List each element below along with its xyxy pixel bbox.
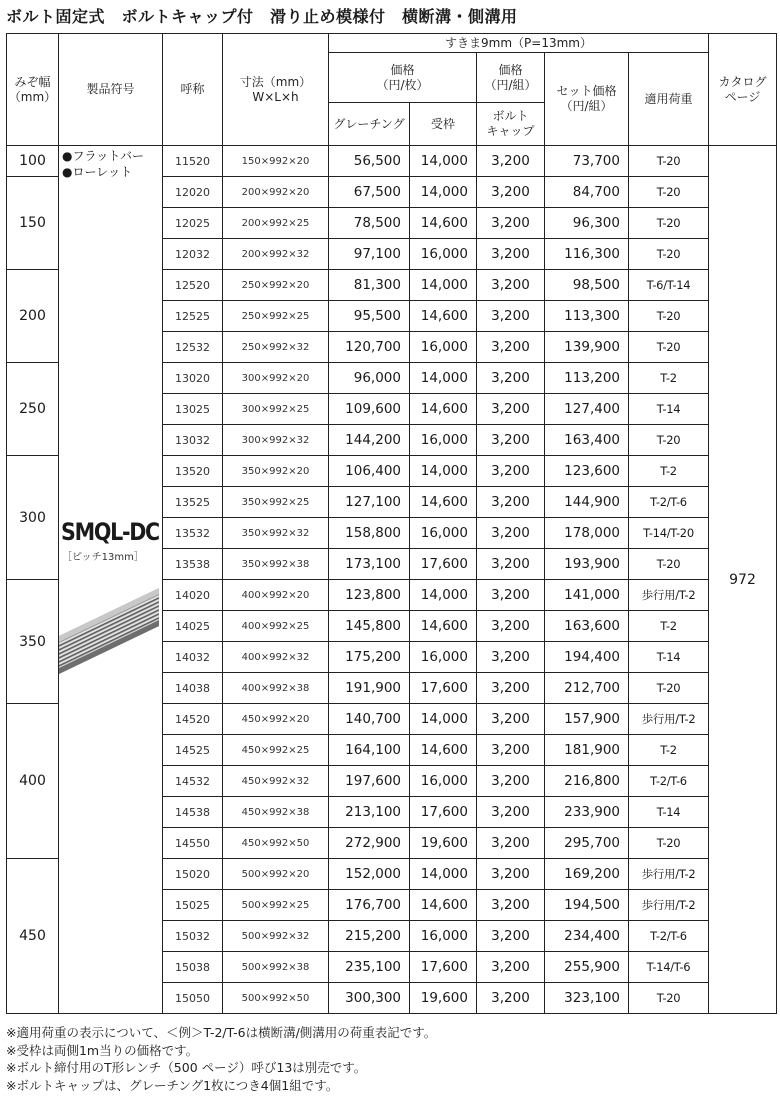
frame-price-cell: 14,000 [410,859,477,890]
product-code-cell: 13525 [163,487,223,518]
frame-price-cell: 14,600 [410,394,477,425]
frame-price-cell: 16,000 [410,921,477,952]
product-code-cell: 15050 [163,983,223,1014]
grating-price-cell: 175,200 [329,642,410,673]
set-price-cell: 194,500 [545,890,629,921]
bolt-cap-price-cell: 3,200 [477,673,545,704]
bolt-cap-price-cell: 3,200 [477,828,545,859]
bolt-cap-price-cell: 3,200 [477,549,545,580]
grating-price-cell: 164,100 [329,735,410,766]
set-price-cell: 295,700 [545,828,629,859]
load-cell: T-20 [629,208,709,239]
dimension-cell: 400×992×20 [223,580,329,611]
load-cell: T-6/T-14 [629,270,709,301]
dimension-cell: 450×992×20 [223,704,329,735]
header-set-price: セット価格 （円/組） [545,53,629,146]
grating-price-cell: 109,600 [329,394,410,425]
grating-price-cell: 272,900 [329,828,410,859]
bolt-cap-price-cell: 3,200 [477,704,545,735]
load-cell: T-20 [629,549,709,580]
set-price-cell: 233,900 [545,797,629,828]
dimension-cell: 350×992×38 [223,549,329,580]
set-price-cell: 116,300 [545,239,629,270]
set-price-cell: 178,000 [545,518,629,549]
load-cell: T-20 [629,332,709,363]
load-cell: T-2/T-6 [629,487,709,518]
grating-price-cell: 191,900 [329,673,410,704]
frame-price-cell: 14,000 [410,456,477,487]
bolt-cap-price-cell: 3,200 [477,177,545,208]
load-cell: T-20 [629,983,709,1014]
product-code-cell: 15020 [163,859,223,890]
header-width: みぞ幅 （mm） [7,34,59,146]
bolt-cap-price-cell: 3,200 [477,301,545,332]
feature-flat-bar: ●フラットバー [62,149,144,163]
load-cell: T-2 [629,363,709,394]
grating-price-cell: 144,200 [329,425,410,456]
product-code-cell: 13538 [163,549,223,580]
table-header [7,34,777,146]
grating-price-cell: 215,200 [329,921,410,952]
grating-image [59,586,159,676]
product-code-cell: 13520 [163,456,223,487]
bolt-cap-price-cell: 3,200 [477,239,545,270]
bolt-cap-price-cell: 3,200 [477,518,545,549]
product-code-cell: 14020 [163,580,223,611]
bolt-cap-price-cell: 3,200 [477,735,545,766]
grating-price-cell: 106,400 [329,456,410,487]
dimension-cell: 500×992×38 [223,952,329,983]
product-code-cell: 15025 [163,890,223,921]
frame-price-cell: 14,600 [410,487,477,518]
header-gap: すきま9mm（P=13mm） [329,34,709,53]
bolt-cap-price-cell: 3,200 [477,425,545,456]
frame-price-cell: 19,600 [410,828,477,859]
product-code-cell: 15032 [163,921,223,952]
load-cell: T-14/T-6 [629,952,709,983]
set-price-cell: 323,100 [545,983,629,1014]
set-price-cell: 141,000 [545,580,629,611]
product-code-cell: 14525 [163,735,223,766]
width-cell: 300 [7,456,59,580]
width-cell: 450 [7,859,59,1014]
catalog-page-cell: 972 [709,146,777,1014]
frame-price-cell: 16,000 [410,518,477,549]
grating-price-cell: 152,000 [329,859,410,890]
load-cell: T-20 [629,146,709,177]
header-catalog: カタログ ページ [709,34,777,146]
set-price-cell: 123,600 [545,456,629,487]
frame-price-cell: 14,000 [410,146,477,177]
dimension-cell: 450×992×38 [223,797,329,828]
load-cell: T-2 [629,456,709,487]
product-code-cell: 15038 [163,952,223,983]
product-code-cell: 12020 [163,177,223,208]
load-cell: 歩行用/T-2 [629,859,709,890]
bolt-cap-price-cell: 3,200 [477,270,545,301]
grating-price-cell: 96,000 [329,363,410,394]
header-product-code: 製品符号 [59,34,163,146]
bolt-cap-price-cell: 3,200 [477,611,545,642]
load-cell: T-14 [629,394,709,425]
frame-price-cell: 17,600 [410,673,477,704]
bolt-cap-price-cell: 3,200 [477,921,545,952]
width-cell: 100 [7,146,59,177]
frame-price-cell: 17,600 [410,797,477,828]
dimension-cell: 350×992×32 [223,518,329,549]
footnote: ※ボルト締付用のT形レンチ（500 ページ）呼び13は別売です。 [6,1060,367,1075]
load-cell: T-2/T-6 [629,766,709,797]
dimension-cell: 400×992×25 [223,611,329,642]
dimension-cell: 200×992×32 [223,239,329,270]
set-price-cell: 113,200 [545,363,629,394]
feature-knurled: ●ローレット [62,165,133,179]
grating-price-cell: 300,300 [329,983,410,1014]
product-code-cell: 14550 [163,828,223,859]
header-bolt-cap: ボルト キャップ [477,103,545,146]
header-price-set-unit: 価格 （円/組） [477,53,545,103]
width-cell: 350 [7,580,59,704]
width-cell: 150 [7,177,59,270]
bolt-cap-price-cell: 3,200 [477,363,545,394]
product-features [62,148,144,180]
bolt-cap-price-cell: 3,200 [477,487,545,518]
table-body [7,146,777,1014]
header-load: 適用荷重 [629,53,709,146]
bolt-cap-price-cell: 3,200 [477,332,545,363]
product-code-cell: 14032 [163,642,223,673]
width-cell: 400 [7,704,59,859]
header-frame: 受枠 [410,103,477,146]
set-price-cell: 84,700 [545,177,629,208]
dimension-cell: 150×992×20 [223,146,329,177]
header-name: 呼称 [163,34,223,146]
set-price-cell: 73,700 [545,146,629,177]
frame-price-cell: 14,000 [410,270,477,301]
load-cell: 歩行用/T-2 [629,580,709,611]
header-grating: グレーチング [329,103,410,146]
set-price-cell: 144,900 [545,487,629,518]
grating-price-cell: 123,800 [329,580,410,611]
grating-price-cell: 78,500 [329,208,410,239]
dimension-cell: 450×992×25 [223,735,329,766]
dimension-cell: 300×992×20 [223,363,329,394]
frame-price-cell: 14,600 [410,611,477,642]
load-cell: T-2 [629,735,709,766]
table-row [7,146,777,177]
dimension-cell: 350×992×20 [223,456,329,487]
load-cell: T-20 [629,425,709,456]
bolt-cap-price-cell: 3,200 [477,146,545,177]
set-price-cell: 255,900 [545,952,629,983]
product-code-cell: 14025 [163,611,223,642]
set-price-cell: 113,300 [545,301,629,332]
bolt-cap-price-cell: 3,200 [477,208,545,239]
bolt-cap-price-cell: 3,200 [477,952,545,983]
grating-price-cell: 197,600 [329,766,410,797]
bolt-cap-price-cell: 3,200 [477,890,545,921]
header-dimension: 寸法（mm） W×L×h [223,34,329,146]
product-code-cell: 14038 [163,673,223,704]
set-price-cell: 157,900 [545,704,629,735]
load-cell: T-20 [629,673,709,704]
frame-price-cell: 16,000 [410,425,477,456]
frame-price-cell: 16,000 [410,239,477,270]
dimension-cell: 500×992×50 [223,983,329,1014]
set-price-cell: 193,900 [545,549,629,580]
product-cell [59,146,163,1014]
dimension-cell: 500×992×32 [223,921,329,952]
load-cell: T-20 [629,239,709,270]
dimension-cell: 400×992×38 [223,673,329,704]
product-code-cell: 12032 [163,239,223,270]
footnote: ※受枠は両側1m当りの価格です。 [6,1042,199,1058]
grating-price-cell: 95,500 [329,301,410,332]
product-code-cell: 12025 [163,208,223,239]
width-cell: 200 [7,270,59,363]
product-code-cell: 14532 [163,766,223,797]
frame-price-cell: 16,000 [410,766,477,797]
footnote: ※ボルトキャップは、グレーチング1枚につき4個1組です。 [6,1077,339,1093]
set-price-cell: 216,800 [545,766,629,797]
grating-price-cell: 173,100 [329,549,410,580]
frame-price-cell: 16,000 [410,642,477,673]
load-cell: 歩行用/T-2 [629,704,709,735]
set-price-cell: 96,300 [545,208,629,239]
page-title: ボルト固定式 ボルトキャップ付 滑り止め模様付 横断溝・側溝用 [6,7,518,26]
product-code-cell: 12525 [163,301,223,332]
set-price-cell: 163,400 [545,425,629,456]
bolt-cap-price-cell: 3,200 [477,859,545,890]
set-price-cell: 194,400 [545,642,629,673]
load-cell: T-14 [629,797,709,828]
grating-price-cell: 56,500 [329,146,410,177]
price-table [6,33,777,1014]
pitch-label: ［ピッチ13mm］ [62,552,144,563]
frame-price-cell: 17,600 [410,549,477,580]
load-cell: T-20 [629,177,709,208]
set-price-cell: 169,200 [545,859,629,890]
product-code-cell: 11520 [163,146,223,177]
load-cell: T-2/T-6 [629,921,709,952]
footnotes [6,1024,436,1094]
bolt-cap-price-cell: 3,200 [477,797,545,828]
product-code-cell: 13532 [163,518,223,549]
bolt-cap-price-cell: 3,200 [477,766,545,797]
bolt-cap-price-cell: 3,200 [477,580,545,611]
product-code-cell: 14520 [163,704,223,735]
model-name: SMQL-DC [61,518,159,546]
footnote: ※適用荷重の表示について、＜例＞T-2/T-6は横断溝/側溝用の荷重表記です。 [6,1025,437,1040]
frame-price-cell: 14,000 [410,177,477,208]
frame-price-cell: 19,600 [410,983,477,1014]
load-cell: T-14/T-20 [629,518,709,549]
dimension-cell: 400×992×32 [223,642,329,673]
load-cell: T-2 [629,611,709,642]
dimension-cell: 200×992×25 [223,208,329,239]
dimension-cell: 200×992×20 [223,177,329,208]
frame-price-cell: 14,600 [410,301,477,332]
frame-price-cell: 14,000 [410,580,477,611]
dimension-cell: 450×992×32 [223,766,329,797]
frame-price-cell: 14,000 [410,363,477,394]
grating-price-cell: 158,800 [329,518,410,549]
product-code-cell: 14538 [163,797,223,828]
grating-price-cell: 127,100 [329,487,410,518]
grating-price-cell: 235,100 [329,952,410,983]
frame-price-cell: 14,600 [410,735,477,766]
set-price-cell: 181,900 [545,735,629,766]
product-code-cell: 12520 [163,270,223,301]
product-code-cell: 12532 [163,332,223,363]
bolt-cap-price-cell: 3,200 [477,983,545,1014]
load-cell: T-14 [629,642,709,673]
load-cell: T-20 [629,828,709,859]
frame-price-cell: 14,600 [410,208,477,239]
load-cell: T-20 [629,301,709,332]
product-code-cell: 13025 [163,394,223,425]
frame-price-cell: 14,600 [410,890,477,921]
set-price-cell: 212,700 [545,673,629,704]
dimension-cell: 500×992×25 [223,890,329,921]
grating-price-cell: 140,700 [329,704,410,735]
bolt-cap-price-cell: 3,200 [477,642,545,673]
grating-price-cell: 176,700 [329,890,410,921]
dimension-cell: 500×992×20 [223,859,329,890]
width-cell: 250 [7,363,59,456]
dimension-cell: 250×992×25 [223,301,329,332]
grating-price-cell: 213,100 [329,797,410,828]
product-code-cell: 13020 [163,363,223,394]
set-price-cell: 127,400 [545,394,629,425]
grating-price-cell: 67,500 [329,177,410,208]
dimension-cell: 350×992×25 [223,487,329,518]
dimension-cell: 250×992×20 [223,270,329,301]
dimension-cell: 250×992×32 [223,332,329,363]
bolt-cap-price-cell: 3,200 [477,456,545,487]
dimension-cell: 450×992×50 [223,828,329,859]
set-price-cell: 234,400 [545,921,629,952]
set-price-cell: 139,900 [545,332,629,363]
dimension-cell: 300×992×32 [223,425,329,456]
frame-price-cell: 17,600 [410,952,477,983]
frame-price-cell: 14,000 [410,704,477,735]
product-code-cell: 13032 [163,425,223,456]
grating-price-cell: 81,300 [329,270,410,301]
set-price-cell: 163,600 [545,611,629,642]
load-cell: 歩行用/T-2 [629,890,709,921]
frame-price-cell: 16,000 [410,332,477,363]
set-price-cell: 98,500 [545,270,629,301]
grating-price-cell: 97,100 [329,239,410,270]
grating-price-cell: 120,700 [329,332,410,363]
grating-price-cell: 145,800 [329,611,410,642]
bolt-cap-price-cell: 3,200 [477,394,545,425]
dimension-cell: 300×992×25 [223,394,329,425]
header-price-sheet: 価格 （円/枚） [329,53,477,103]
